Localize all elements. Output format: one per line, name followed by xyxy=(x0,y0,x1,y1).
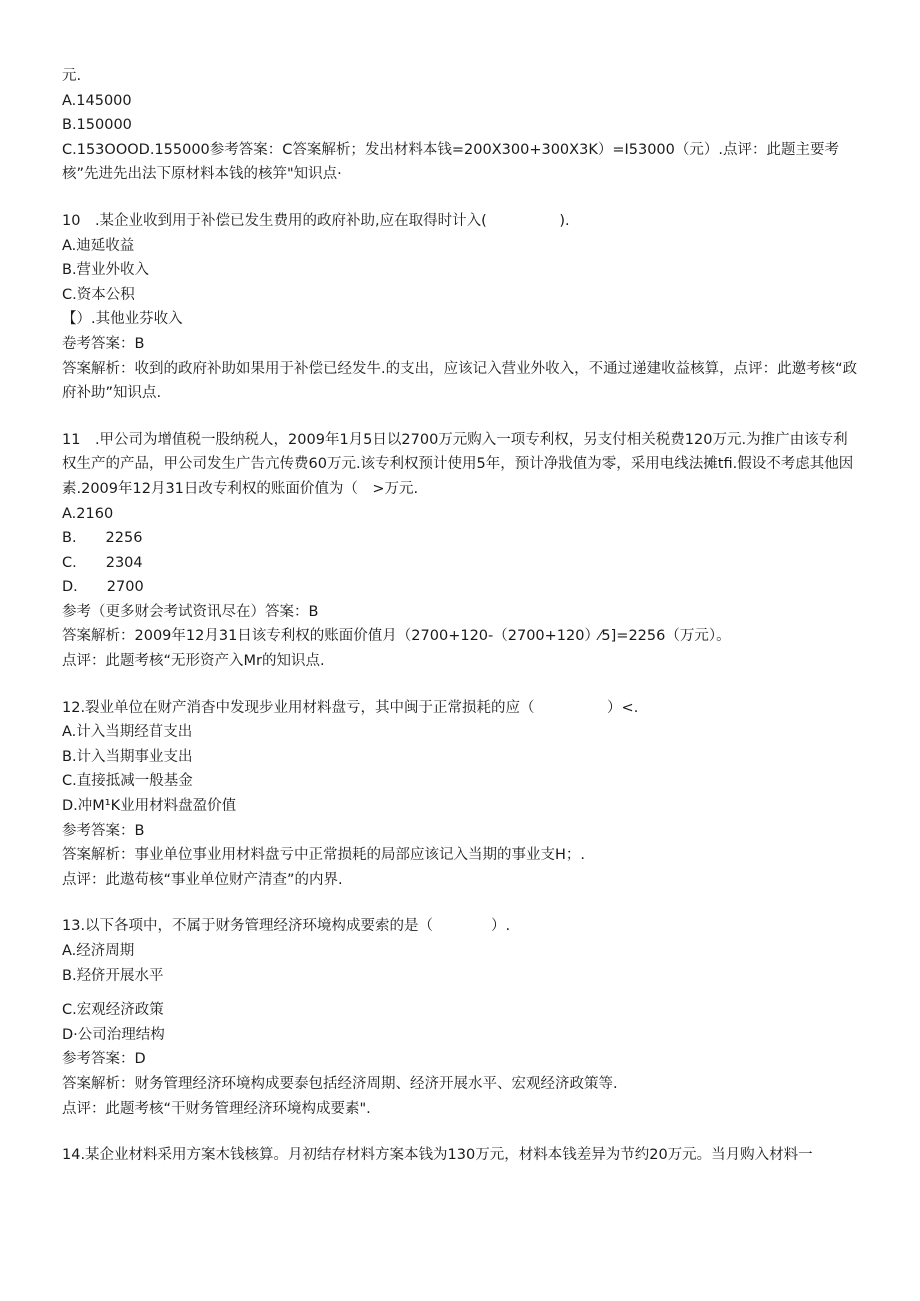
q14-question: 14.某企业材料采用方案木钱核算。月初结存材料方案本钱为130万元，材料本钱差异为节约20万元。当月购入材料一 xyxy=(62,1147,813,1164)
spacer xyxy=(62,1121,862,1143)
q12-option-a: A.计入当期经苜支出 xyxy=(62,724,193,741)
q12-answer: 参考答案：B xyxy=(62,822,145,839)
q12-option-b: B.计入当期事业支出 xyxy=(62,748,193,765)
q13-analysis: 答案解析：财务管理经济环境构成要泰包括经济周期、经济开展水平、宏观经济政策等. xyxy=(62,1075,618,1092)
q10-option-b: B.营业外收入 xyxy=(62,262,150,279)
q11-analysis: 答案解析：2009年12月31日该专利权的账面价值月（2700+120-（2700+120）⁄5]=2256（万元）。 xyxy=(62,628,731,645)
spacer xyxy=(62,187,862,209)
q9-option-b: B.150000 xyxy=(62,117,132,134)
q13-option-c: C.宏观经济政策 xyxy=(62,1002,164,1019)
q12-analysis: 答案解析：事业单位事业用材料盘亏中正常损耗的局部应该记入当期的事业支H；. xyxy=(62,847,586,864)
q12-comment: 点评：此遨苟核“事业单位财产清查”的内界. xyxy=(62,871,343,888)
q10-question: 10 .某企业收到用于补偿已发生费用的政府补助,应在取得时计入( ). xyxy=(62,212,570,229)
q11-option-a: A.2160 xyxy=(62,505,114,522)
q12-option-d: D.冲M¹K业用材料盘盈价值 xyxy=(62,798,237,815)
q11-option-c: C. 2304 xyxy=(62,554,143,571)
q10-answer: 卷考答案：B xyxy=(62,335,145,352)
q11-question: 11 .甲公司为增值税一股纳税人，2009年1月5日以2700万元购入一项专利权，另支付相关税费120万元.为推广由该专利权生产的产品，甲公司发生广告亢传费60万元.该专利权预计使用5年，预计净戕值为零，采用电线法摊tfi.假设不考虑其他因素.2009年12月31日改专利权的账面价值为（ >万元. xyxy=(62,431,854,497)
document-page xyxy=(62,64,862,1168)
q10-analysis: 答案解析：收到的政府补助如果用于补偿已经发牛.的支出，应该记入营业外收入，不通过递建收益核算，点评：此邀考核“政府补助”知识点. xyxy=(62,360,858,402)
q11-answer: 参考（更多财会考试资讯尽在）答案：B xyxy=(62,603,319,620)
q9-option-cd-answer: C.153OOOD.155000参考答案：C答案解析；发出材料本钱=200X300+300X3K）=I53000（元）.点评：此题主要考核”先进先出法下原材料本钱的核笄"知识点· xyxy=(62,141,839,183)
spacer xyxy=(62,988,862,998)
q9-tail: 元. xyxy=(62,68,82,84)
q10-option-c: C.资本公积 xyxy=(62,286,135,303)
q13-option-a: A.经济周期 xyxy=(62,943,135,959)
q12-question: 12.裂业单位在财产消杳中发现步业用材料盘亏，其中闽于正常损耗的应（ ）<. xyxy=(62,699,639,716)
spacer xyxy=(62,406,862,428)
spacer xyxy=(62,892,862,914)
q11-option-d: D. 2700 xyxy=(62,579,144,596)
q13-answer: 参考答案：D xyxy=(62,1051,146,1068)
q11-comment: 点评：此题考核“无形资产入Mr的知识点. xyxy=(62,653,325,670)
q13-option-b: B.羟侪开展水平 xyxy=(62,967,164,984)
q10-option-d: 【）.其他业芬收入 xyxy=(62,311,183,328)
q13-comment: 点评：此题考核“干财务管理经济环境构成要素". xyxy=(62,1100,371,1117)
spacer xyxy=(62,674,862,696)
q9-option-a: A.145000 xyxy=(62,92,132,109)
q13-option-d: D·公司治理结构 xyxy=(62,1026,165,1043)
q13-question: 13.以下各项中，不属于财务管理经济环境构成要索的是（ ）. xyxy=(62,918,511,935)
q12-option-c: C.直接抵减一般基金 xyxy=(62,773,193,790)
q11-option-b: B. 2256 xyxy=(62,530,143,547)
q10-option-a: A.迪延收益 xyxy=(62,237,135,254)
